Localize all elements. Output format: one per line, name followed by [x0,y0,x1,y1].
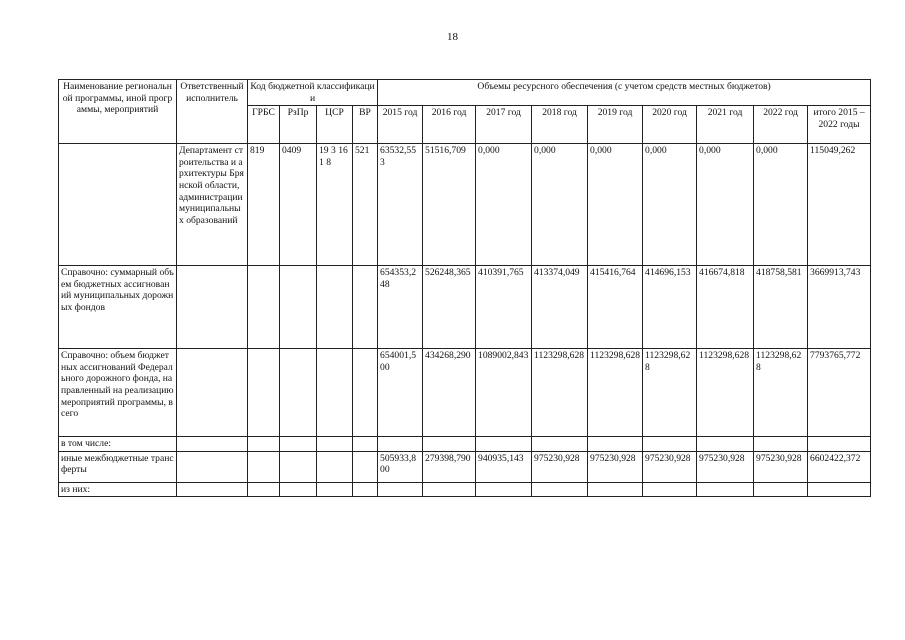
row-value-2016: 526248,365 [423,266,476,349]
row-value-2019: 975230,928 [588,451,643,482]
row-value-2019: 1123298,628 [588,349,643,437]
row-value-2020: 975230,928 [643,451,697,482]
row-value-2022 [754,437,808,452]
row-value-2020: 1123298,628 [643,349,697,437]
budget-table [58,79,871,497]
row-csr [317,437,353,452]
row-value-2017 [476,437,532,452]
row-executor [177,349,248,437]
row-value-2021 [697,437,754,452]
row-value-2020 [643,482,697,497]
row-value-total: 6602422,372 [808,451,871,482]
header-resource-volumes: Объемы ресурсного обеспечения (с учетом средств местных бюджетов) [378,80,871,106]
row-grbs: 819 [248,144,280,266]
row-rzpr: 0409 [280,144,317,266]
row-rzpr [280,349,317,437]
header-executor: Ответственный исполнитель [177,80,248,144]
row-value-2020 [643,437,697,452]
table-row [59,349,871,437]
row-value-2019 [588,482,643,497]
row-csr [317,349,353,437]
row-name [59,144,177,266]
row-value-2021 [697,482,754,497]
row-rzpr [280,437,317,452]
row-name: Справочно: суммарный объем бюджетных ассигнований муниципальных дорожных фондов [59,266,177,349]
row-vr [353,266,378,349]
row-name: из них: [59,482,177,497]
row-executor [177,437,248,452]
table-row [59,266,871,349]
header-program-name: Наименование региональной программы, иной программы, мероприятий [59,80,177,144]
header-year-2020: 2020 год [643,106,697,144]
header-budget-code: Код бюджетной классификации [248,80,378,106]
row-vr [353,482,378,497]
row-value-2022: 0,000 [754,144,808,266]
row-csr [317,266,353,349]
row-csr [317,451,353,482]
row-value-2015 [378,482,423,497]
row-grbs [248,451,280,482]
row-value-2018: 975230,928 [532,451,588,482]
row-value-2017 [476,482,532,497]
header-year-2016: 2016 год [423,106,476,144]
header-year-2017: 2017 год [476,106,532,144]
header-year-2018: 2018 год [532,106,588,144]
row-executor [177,266,248,349]
row-value-2021: 1123298,628 [697,349,754,437]
row-value-2017: 940935,143 [476,451,532,482]
row-name: в том числе: [59,437,177,452]
row-value-total: 115049,262 [808,144,871,266]
row-value-2015: 654353,248 [378,266,423,349]
row-value-2019: 0,000 [588,144,643,266]
row-value-2017: 0,000 [476,144,532,266]
header-code-rzpr: РзПр [280,106,317,144]
header-year-2022: 2022 год [754,106,808,144]
table-row [59,482,871,497]
row-name: иные межбюджетные трансферты [59,451,177,482]
row-value-2016: 51516,709 [423,144,476,266]
row-value-2016: 279398,790 [423,451,476,482]
row-value-2022: 975230,928 [754,451,808,482]
header-year-2021: 2021 год [697,106,754,144]
row-value-2021: 975230,928 [697,451,754,482]
table-row [59,144,871,266]
row-rzpr [280,451,317,482]
row-value-2018 [532,437,588,452]
page-number: 18 [447,31,458,43]
row-value-2019: 415416,764 [588,266,643,349]
row-vr [353,349,378,437]
header-code-csr: ЦСР [317,106,353,144]
row-value-2022: 1123298,628 [754,349,808,437]
row-value-2022: 418758,581 [754,266,808,349]
row-value-2015 [378,437,423,452]
header-year-2015: 2015 год [378,106,423,144]
row-value-2016 [423,437,476,452]
header-year-2019: 2019 год [588,106,643,144]
row-executor: Департамент строительства и архитектуры Брянской области, администрации муниципальных образований [177,144,248,266]
row-vr [353,437,378,452]
row-value-2018: 413374,049 [532,266,588,349]
row-value-2017: 410391,765 [476,266,532,349]
header-code-vr: ВР [353,106,378,144]
row-executor [177,482,248,497]
header-row-1 [59,80,871,106]
row-value-2021: 416674,818 [697,266,754,349]
row-grbs [248,437,280,452]
row-value-2018: 1123298,628 [532,349,588,437]
table-row [59,437,871,452]
row-vr: 521 [353,144,378,266]
row-value-2018 [532,482,588,497]
header-code-grbs: ГРБС [248,106,280,144]
row-value-2015: 654001,500 [378,349,423,437]
table-row [59,451,871,482]
row-name: Справочно: объем бюджетных ассигнований Федерального дорожного фонда, направленный на реализацию мероприятий программы, всего [59,349,177,437]
row-grbs [248,482,280,497]
row-value-2016: 434268,290 [423,349,476,437]
row-value-2016 [423,482,476,497]
row-value-2017: 1089002,843 [476,349,532,437]
row-value-total: 3669913,743 [808,266,871,349]
row-grbs [248,349,280,437]
row-value-2021: 0,000 [697,144,754,266]
row-value-2020: 0,000 [643,144,697,266]
row-executor [177,451,248,482]
row-value-2022 [754,482,808,497]
row-rzpr [280,266,317,349]
row-value-total [808,482,871,497]
row-value-total [808,437,871,452]
row-grbs [248,266,280,349]
row-value-2020: 414696,153 [643,266,697,349]
header-total: итого 2015 – 2022 годы [808,106,871,144]
row-value-2015: 505933,800 [378,451,423,482]
row-rzpr [280,482,317,497]
row-value-2019 [588,437,643,452]
row-value-total: 7793765,772 [808,349,871,437]
row-value-2015: 63532,553 [378,144,423,266]
row-value-2018: 0,000 [532,144,588,266]
row-csr: 19 3 161 8 [317,144,353,266]
row-vr [353,451,378,482]
row-csr [317,482,353,497]
